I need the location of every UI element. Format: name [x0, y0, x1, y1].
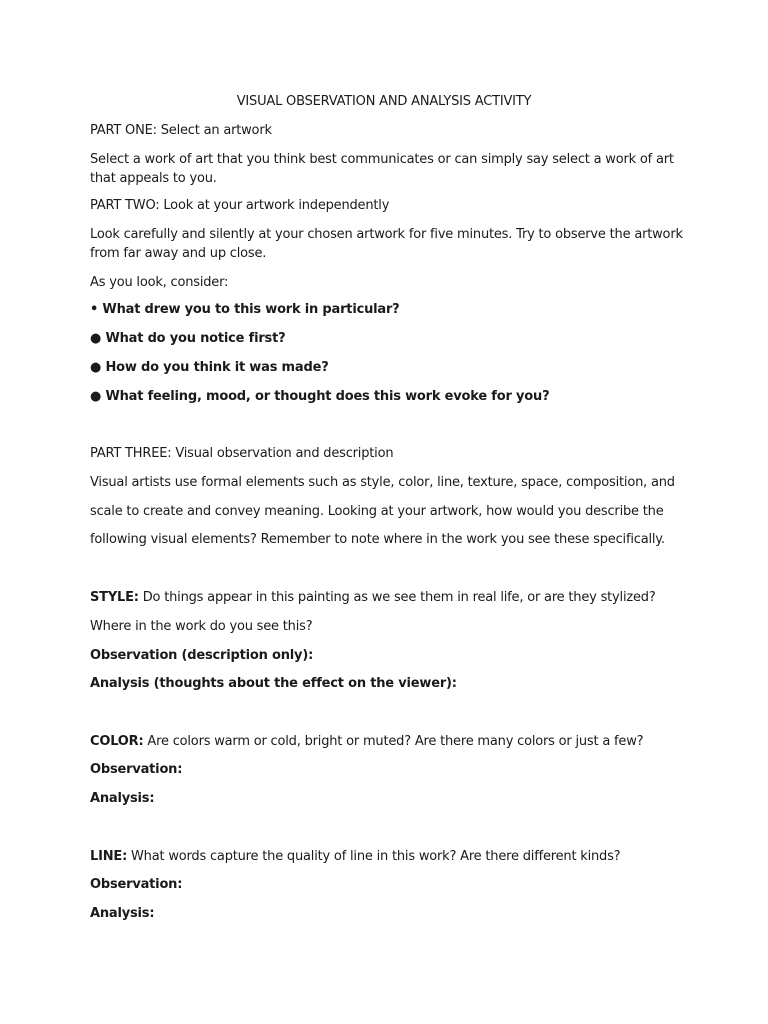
question-bullet: ● How do you think it was made? [90, 360, 329, 375]
question-bullet: • What drew you to this work in particular? [90, 302, 400, 317]
part-one-heading: PART ONE: Select an artwork [90, 123, 272, 138]
style-question-line-2: Where in the work do you see this? [90, 619, 313, 634]
document-title: VISUAL OBSERVATION AND ANALYSIS ACTIVITY [236, 94, 532, 109]
color-analysis-label: Analysis: [90, 791, 155, 806]
part-three-heading: PART THREE: Visual observation and description [90, 446, 394, 461]
line-question [90, 848, 620, 866]
style-observation-label: Observation (description only): [90, 648, 314, 663]
part-one-body-line-2: that appeals to you. [90, 171, 217, 186]
style-analysis-label: Analysis (thoughts about the effect on the viewer): [90, 676, 457, 691]
part-three-body-line-2: scale to create and convey meaning. Looking at your artwork, how would you describe the [90, 504, 664, 519]
color-label: COLOR: [90, 734, 144, 749]
line-question-text: What words capture the quality of line in this work? Are there different kinds? [127, 849, 621, 864]
part-two-consider: As you look, consider: [90, 275, 229, 290]
part-two-body-line-2: from far away and up close. [90, 246, 267, 261]
question-bullet: ● What feeling, mood, or thought does this work evoke for you? [90, 389, 550, 404]
part-three-body-line-3: following visual elements? Remember to note where in the work you see these specifically. [90, 532, 665, 547]
question-bullet: ● What do you notice first? [90, 331, 286, 346]
line-analysis-label: Analysis: [90, 906, 155, 921]
color-question [90, 733, 643, 751]
style-label: STYLE: [90, 590, 139, 605]
style-question-line-1 [90, 589, 656, 607]
style-question-text: Do things appear in this painting as we see them in real life, or are they stylized? [138, 590, 656, 605]
color-question-text: Are colors warm or cold, bright or muted? Are there many colors or just a few? [143, 734, 644, 749]
part-two-body-line-1: Look carefully and silently at your chosen artwork for five minutes. Try to observe the artwork [90, 227, 683, 242]
part-two-heading: PART TWO: Look at your artwork independently [90, 198, 390, 213]
line-label: LINE: [90, 849, 128, 864]
line-observation-label: Observation: [90, 877, 183, 892]
part-three-body-line-1: Visual artists use formal elements such as style, color, line, texture, space, composition, and [90, 475, 675, 490]
part-one-body-line-1: Select a work of art that you think best communicates or can simply say select a work of art [90, 152, 674, 167]
color-observation-label: Observation: [90, 762, 183, 777]
